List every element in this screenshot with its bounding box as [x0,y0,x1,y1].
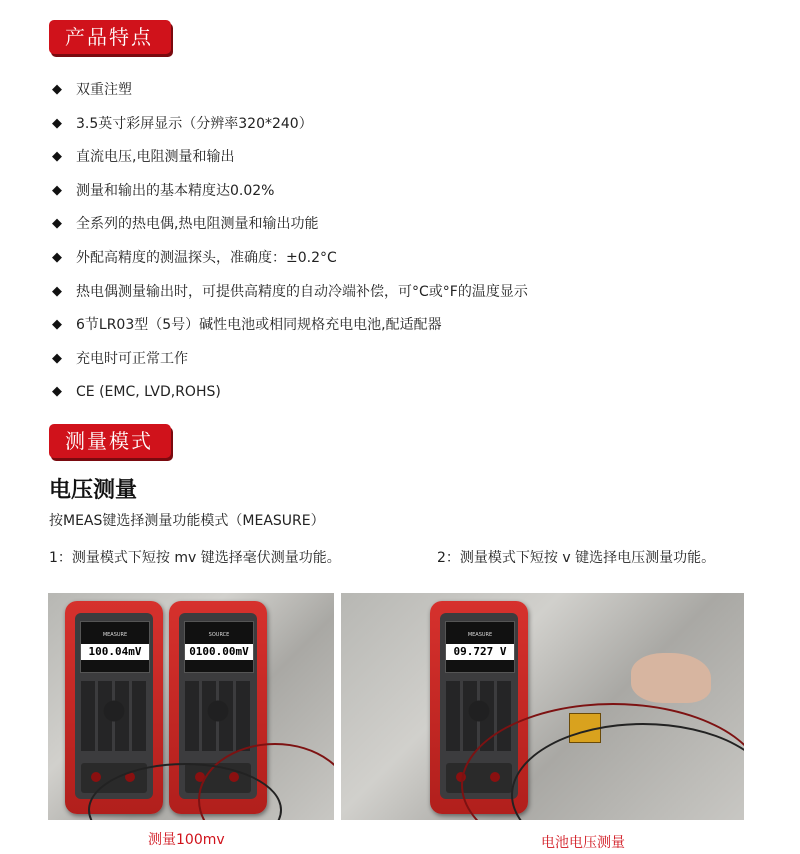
product-photo-mv-measure [48,593,334,820]
feature-item: ◆ 热电偶测量输出时，可提供高精度的自动冷端补偿，可°C或°F的温度显示 [52,280,528,314]
diamond-bullet-icon: ◆ [52,82,62,97]
device-screen [445,621,515,673]
screen-reading: 09.727 V [446,644,514,660]
feature-item: ◆ 充电时可正常工作 [52,347,528,381]
step-instruction-2: 2：测量模式下短按 v 键选择电压测量功能。 [437,550,716,566]
keypad [81,681,147,751]
photo-caption-right: 电池电压测量 [541,835,625,851]
feature-item: ◆ CE (EMC, LVD,ROHS) [52,380,528,414]
product-photo-battery-measure [341,593,744,820]
section-tag-features: 产品特点 [49,20,171,54]
step-instruction-1: 1：测量模式下短按 mv 键选择毫伏测量功能。 [49,550,341,566]
feature-item: ◆ 测量和输出的基本精度达0.02% [52,179,528,213]
device-screen [184,621,254,673]
diamond-bullet-icon: ◆ [52,283,62,299]
diamond-bullet-icon: ◆ [52,350,62,366]
screen-reading: 0100.00mV [185,644,253,660]
feature-item: ◆ 全系列的热电偶,热电阻测量和输出功能 [52,212,528,246]
screen-mode-label: MEASURE [102,632,128,638]
diamond-bullet-icon: ◆ [52,149,62,165]
photo-caption-left: 测量100mv [148,832,225,848]
hand-image [631,653,711,703]
screen-mode-label: MEASURE [467,632,493,638]
diamond-bullet-icon: ◆ [52,384,62,400]
section-subtitle: 按MEAS键选择测量功能模式（MEASURE） [49,513,325,529]
section-heading: 电压测量 [49,478,138,503]
feature-list [52,78,528,414]
diamond-bullet-icon: ◆ [52,216,62,232]
diamond-bullet-icon: ◆ [52,182,62,198]
screen-mode-label: SOURCE [208,632,230,638]
device-screen [80,621,150,673]
feature-item: ◆ 双重注塑 [52,78,528,112]
feature-item: ◆ 3.5英寸彩屏显示（分辨率320*240） [52,112,528,146]
screen-reading: 100.04mV [81,644,149,660]
section-tag-measure-mode: 测量模式 [49,424,171,458]
feature-item: ◆ 直流电压,电阻测量和输出 [52,145,528,179]
feature-item: ◆ 外配高精度的测温探头，准确度：±0.2°C [52,246,528,280]
diamond-bullet-icon: ◆ [52,249,62,265]
diamond-bullet-icon: ◆ [52,115,62,131]
feature-item: ◆ 6节LR03型（5号）碱性电池或相同规格充电电池,配适配器 [52,313,528,347]
keypad [185,681,251,751]
diamond-bullet-icon: ◆ [52,317,62,333]
